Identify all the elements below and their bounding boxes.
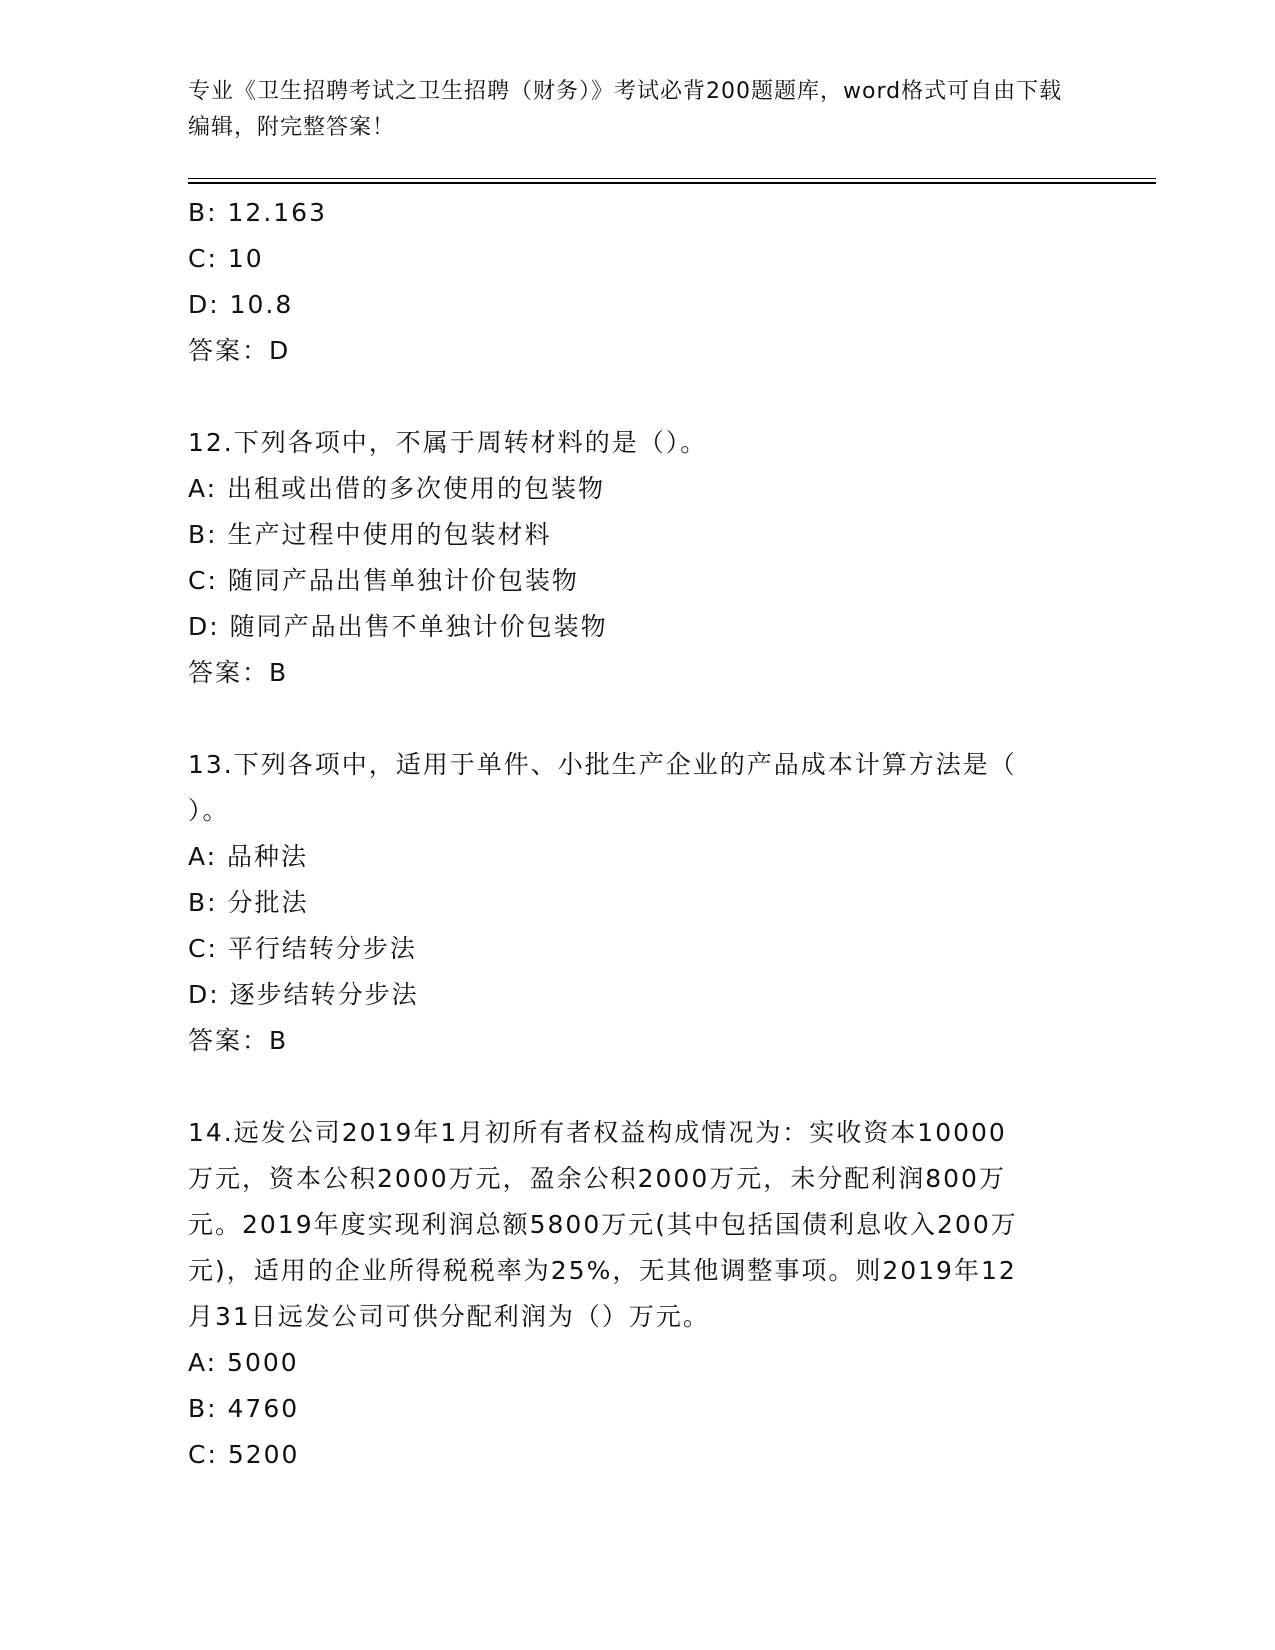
option-d: D: 逐步结转分步法 xyxy=(188,980,419,1009)
header-rule-thin xyxy=(188,178,1156,179)
question-13 xyxy=(188,742,1088,1064)
spacer xyxy=(188,374,1088,420)
option-b: B: 12.163 xyxy=(188,198,327,227)
option-a: A: 出租或出借的多次使用的包装物 xyxy=(188,474,606,503)
option-d: D: 随同产品出售不单独计价包装物 xyxy=(188,612,608,641)
option-b: B: 4760 xyxy=(188,1394,300,1423)
option-a: A: 5000 xyxy=(188,1348,299,1377)
question-stem-line: 万元，资本公积2000万元，盈余公积2000万元，未分配利润800万 xyxy=(188,1164,1006,1193)
option-c: C: 平行结转分步法 xyxy=(188,934,417,963)
option-c: C: 随同产品出售单独计价包装物 xyxy=(188,566,579,595)
option-b: B: 分批法 xyxy=(188,888,309,917)
option-b: B: 生产过程中使用的包装材料 xyxy=(188,520,552,549)
question-stem-line: ）。 xyxy=(188,796,230,825)
option-c: C: 5200 xyxy=(188,1440,300,1469)
question-list xyxy=(188,190,1088,1478)
spacer xyxy=(188,696,1088,742)
header-rule-thick xyxy=(188,182,1156,184)
question-stem-line: 月31日远发公司可供分配利润为（）万元。 xyxy=(188,1302,710,1331)
document-header: 专业《卫生招聘考试之卫生招聘（财务）》考试必背200题题库，word格式可自由下载编辑，附完整答案！ xyxy=(188,79,1063,140)
question-stem: 12.下列各项中，不属于周转材料的是（）。 xyxy=(188,428,708,457)
question-14 xyxy=(188,1110,1088,1478)
spacer xyxy=(188,1064,1088,1110)
answer: 答案：D xyxy=(188,336,291,365)
answer: 答案：B xyxy=(188,658,289,687)
previous-question-tail xyxy=(188,190,1088,374)
question-12 xyxy=(188,420,1088,696)
option-c: C: 10 xyxy=(188,244,264,273)
question-stem-line: 元)，适用的企业所得税税率为25%，无其他调整事项。则2019年12 xyxy=(188,1256,1017,1285)
option-a: A: 品种法 xyxy=(188,842,309,871)
question-stem-line: 14.远发公司2019年1月初所有者权益构成情况为：实收资本10000 xyxy=(188,1118,1007,1147)
question-stem-line: 元。2019年度实现利润总额5800万元(其中包括国债利息收入200万 xyxy=(188,1210,1018,1239)
question-stem-line: 13.下列各项中，适用于单件、小批生产企业的产品成本计算方法是（ xyxy=(188,750,1017,779)
answer: 答案：B xyxy=(188,1026,289,1055)
option-d: D: 10.8 xyxy=(188,290,294,319)
